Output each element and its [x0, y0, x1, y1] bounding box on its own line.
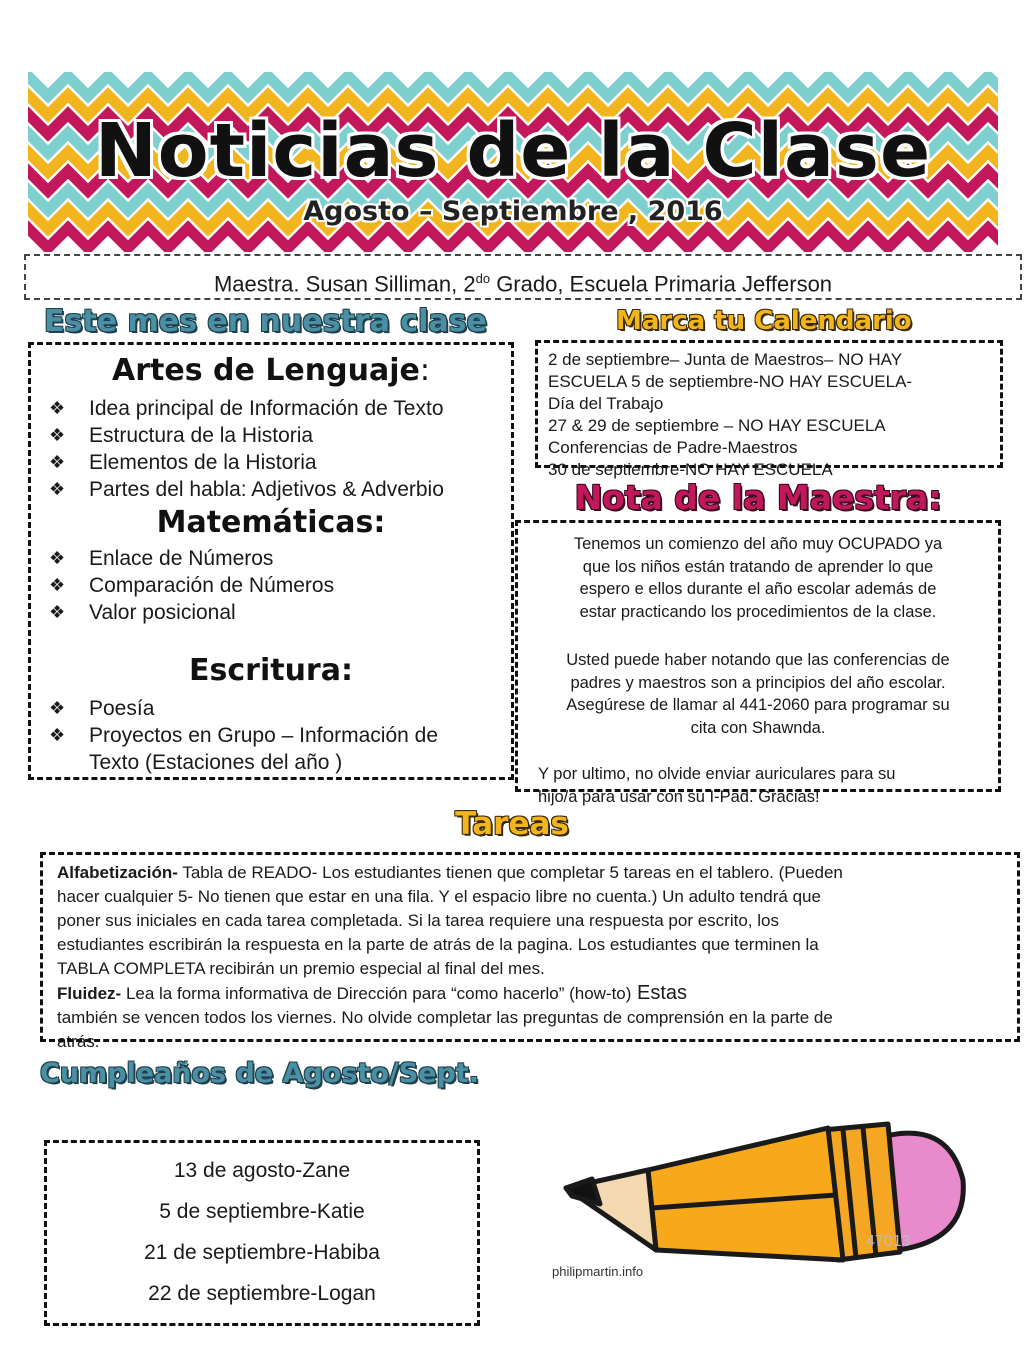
- homework-box: [40, 852, 1020, 1051]
- writing-list: [31, 695, 511, 776]
- calendar-line: ESCUELA 5 de septiembre-NO HAY ESCUELA-: [548, 372, 913, 391]
- calendar-line: Día del Trabajo: [548, 394, 664, 413]
- list-item: ❖ Idea principal de Información de Texto: [49, 397, 444, 420]
- page-number: 47013: [866, 1233, 911, 1250]
- teacher-note-heading: Nota de la Maestra:: [574, 478, 942, 517]
- diamond-bullet-icon: ❖: [49, 725, 66, 745]
- diamond-bullet-icon: ❖: [49, 548, 66, 568]
- homework-heading: Tareas: [455, 806, 569, 842]
- note-paragraph-2: Usted puede haber notando que las conferencias de padres y maestros son a principios del año escolar. Asegúrese de llamar al 441-2060 para programar su cita con Shawnda.: [566, 651, 950, 737]
- this-month-box: [28, 342, 514, 780]
- birthdays-heading: Cumpleaños de Agosto/Sept.: [40, 1058, 479, 1089]
- writing-heading: Escritura:: [189, 653, 353, 688]
- diamond-bullet-icon: ❖: [49, 425, 66, 445]
- this-month-heading: Este mes en nuestra clase: [44, 304, 487, 339]
- calendar-box: [535, 340, 1003, 479]
- diamond-bullet-icon: ❖: [49, 398, 66, 418]
- list-item: ❖ Valor posicional: [49, 601, 236, 624]
- list-item: ❖ Estructura de la Historia: [49, 424, 314, 447]
- math-heading: Matemáticas:: [156, 505, 386, 540]
- diamond-bullet-icon: ❖: [49, 602, 66, 622]
- clipart-credit: philipmartin.info: [552, 1264, 644, 1279]
- literacy-label: Alfabetización-: [57, 863, 178, 882]
- list-item: ❖ Partes del habla: Adjetivos & Adverbio: [49, 478, 444, 501]
- homework-text: Alfabetización- Tabla de READO- Los estudiantes tienen que completar 5 tareas en el tablero. (Pueden hacer cualquier 5- No tienen que estar en una fila. Y el espacio libre no cuenta.) Un adulto tendrá que poner sus iniciales en cada tarea completada. Si la tarea requiere una respuesta por escrito, los estudiantes escribirán la respuesta en la parte de atrás de la pagina. Los estudiantes que terminen la TABLA COMPLETA recibirán un premio especial al final del mes. Fluidez- Lea la forma informativa de Dirección para “como hacerlo” (how-to) Estas también se vencen todos los viernes. No olvide completar las preguntas de comprensión en la parte de atrás.: [57, 863, 843, 1051]
- calendar-heading: Marca tu Calendario: [616, 306, 912, 336]
- calendar-line: 27 & 29 de septiembre – NO HAY ESCUELA: [548, 416, 886, 435]
- newsletter-title: Noticias de la Clase: [94, 108, 932, 194]
- diamond-bullet-icon: ❖: [49, 575, 66, 595]
- list-item: ❖ Comparación de Números: [49, 574, 335, 597]
- fluency-label: Fluidez-: [57, 984, 122, 1003]
- diamond-bullet-icon: ❖: [49, 452, 66, 472]
- diamond-bullet-icon: ❖: [49, 479, 66, 499]
- birthday-item: 13 de agosto-Zane: [173, 1159, 351, 1182]
- birthday-item: 22 de septiembre-Logan: [148, 1282, 376, 1305]
- list-item: ❖ Enlace de Números: [49, 547, 274, 570]
- language-arts-list: [31, 395, 511, 503]
- newsletter-subtitle: Agosto – Septiembre , 2016: [303, 196, 723, 227]
- language-arts-title: Artes de Lenguaje: [112, 353, 420, 388]
- list-item: Texto (Estaciones del año ): [89, 751, 343, 774]
- birthday-item: 5 de septiembre-Katie: [159, 1200, 365, 1223]
- calendar-text: [548, 349, 998, 481]
- pencil-icon: [548, 1100, 978, 1290]
- grade-superscript: do: [475, 271, 491, 286]
- language-arts-heading: [31, 353, 511, 388]
- birthdays-box: [44, 1140, 480, 1326]
- calendar-line: Conferencias de Padre-Maestros: [548, 438, 798, 457]
- list-item: ❖ Elementos de la Historia: [49, 451, 317, 474]
- teacher-info-prefix: Maestra. Susan Silliman, 2: [213, 271, 476, 297]
- list-item: ❖ Proyectos en Grupo – Información de: [49, 724, 439, 747]
- birthday-item: 21 de septiembre-Habiba: [144, 1241, 380, 1264]
- teacher-info-bar: [24, 254, 1022, 300]
- list-item: ❖ Poesía: [49, 697, 155, 720]
- teacher-info-suffix: Grado, Escuela Primaria Jefferson: [490, 271, 833, 297]
- teacher-note-box: [515, 520, 1001, 806]
- math-list: [31, 545, 511, 626]
- language-arts-colon: :: [419, 353, 430, 388]
- diamond-bullet-icon: ❖: [49, 698, 66, 718]
- note-paragraph-1: Tenemos un comienzo del año muy OCUPADO ya que los niños están tratando de aprender lo que espero e ellos durante el año escolar además de estar practicando los procedimientos de la clase.: [573, 535, 943, 621]
- calendar-line: 2 de septiembre– Junta de Maestros– NO HAY: [548, 350, 903, 369]
- calendar-line: 30 de septiembre-NO HAY ESCUELA: [548, 460, 833, 479]
- note-paragraph-3: Y por ultimo, no olvide enviar auriculares para su hijo/a para usar con su I-Pad. Gracias!: [538, 765, 896, 806]
